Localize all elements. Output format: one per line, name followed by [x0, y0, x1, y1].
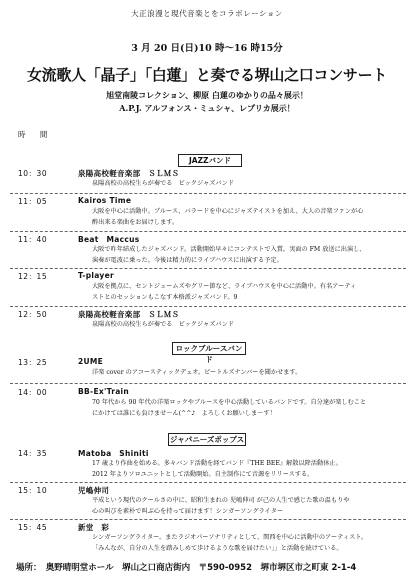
event-datetime: 3 月 20 日(日)10 時～16 時15分 [131, 43, 283, 54]
performer-description: 泉陽高校の高校生らが奏でる ビックジャズバンド [92, 321, 234, 328]
section-jazz: JAZZバンド [178, 154, 242, 167]
event-title: 女流歌人「晶子」「白蓮」と奏でる堺山之口コンサート [26, 66, 387, 84]
performance-time: 15：45 [18, 523, 48, 532]
performance-time: 12：50 [18, 310, 48, 319]
time-column-header: 時 間 [18, 130, 54, 139]
performer-name: Beat Maccus [78, 235, 140, 244]
section-japanese-pops: ジャパニーズポップス [169, 435, 245, 444]
performer-description: 17 歳より作曲を始める。多々バンド活動を経てバンド『THE BEE』解散以降活動休止。 2012 年よりソロユニットとして活動開始。自主制作にて音源をリリースする。 [92, 460, 342, 478]
divider [10, 306, 406, 307]
performer-description: 平成という現代のクールさの中に、昭和生まれの 児嶋伸司 が己の人生で感じた歌の温もりや 心の叫びを素朴で叫ぶ心を持って届けます！シンガーソングライター [92, 497, 350, 515]
performer-name: BB-Ex'Train [78, 387, 130, 396]
performer-name: T-player [78, 271, 114, 280]
performance-time: 11：05 [18, 197, 48, 206]
divider [10, 519, 406, 520]
performer-name: Kairos Time [78, 196, 132, 205]
performer-description: 大阪を中心に活動中。ブルース、バラードを中心にジャズテイストを加え、大人の音楽ファンが心 酔出来る楽曲をお届けします。 [92, 208, 364, 226]
performance-time: 12：15 [18, 272, 48, 281]
exhibit-description-1: 旭堂南陵コレクション、柳原 白蓮のゆかりの品々展示！ [106, 90, 308, 100]
performer-description: 泉陽高校の高校生らが奏でる ビックジャズバンド [92, 180, 234, 187]
divider [10, 383, 406, 384]
divider [10, 193, 406, 194]
performer-name: 新堂 彩 [78, 523, 110, 532]
performer-description: 大阪で昨年結成したジャズバンド。活動開始早々にコンテストで入賞。実面の FM 放送に出演し、 演奏が電波に乗った。今後は精力的にライブハウスに出演する予定。 [92, 246, 366, 264]
subtitle: 大正浪漫と現代音楽とをコラボレーション [131, 9, 283, 18]
performance-time: 13：25 [18, 358, 48, 367]
performance-time: 14：35 [18, 449, 48, 458]
performer-name: 泉陽高校軽音楽部 ＳＬＭＳ [78, 310, 180, 319]
performer-description: 70 年代から 90 年代の洋楽ロックやブルースを中心活動しているバンドです。自分達が楽しむこと にかけては誰にも負けませ～ん(^^♪ よろしくお願いしま～す！ [92, 399, 367, 417]
performance-time: 11：40 [18, 235, 48, 244]
performer-name: 児嶋伸司 [78, 486, 110, 495]
venue-info: 場所： 奥野晴明堂ホール 堺山之口商店街内 〒590-0952 堺市堺区市之町東 2-1-4 [16, 563, 357, 573]
exhibit-description-2: A.P.J. アルフォンス・ミュシャ、レプリカ展示！ [119, 103, 295, 113]
divider [10, 231, 406, 232]
performer-description: 大阪を拠点に、セントジェームズやグリー節など、ライブハウスを中心に活動中。有名アーティ ストとのセッションもこなす本格派ジャズバンド。9 [92, 283, 357, 301]
performance-time: 14：00 [18, 388, 48, 397]
performer-description: 洋楽 cover のアコースティックデュオ。ビートルズナンバーを聞かせます。 [92, 369, 302, 376]
performer-name: 泉陽高校軽音楽部 ＳＬＭＳ [78, 169, 180, 178]
performance-time: 10：30 [18, 169, 48, 178]
divider [10, 482, 406, 483]
performer-name: 2UME [78, 357, 104, 366]
divider [10, 268, 406, 269]
performer-name: Matoba Shiniti [78, 449, 149, 458]
section-rock-blues: ロックブルースバンド [172, 342, 246, 355]
performer-description: シンガーソングライター。またラジオパーソナリティとして、関西を中心に活動中のアーティスト。 「みんなが、自分の人生を踏みしめて歩けるような歌を届けたい」」と活動を続けている。 [92, 534, 368, 552]
performance-time: 15：10 [18, 486, 48, 495]
